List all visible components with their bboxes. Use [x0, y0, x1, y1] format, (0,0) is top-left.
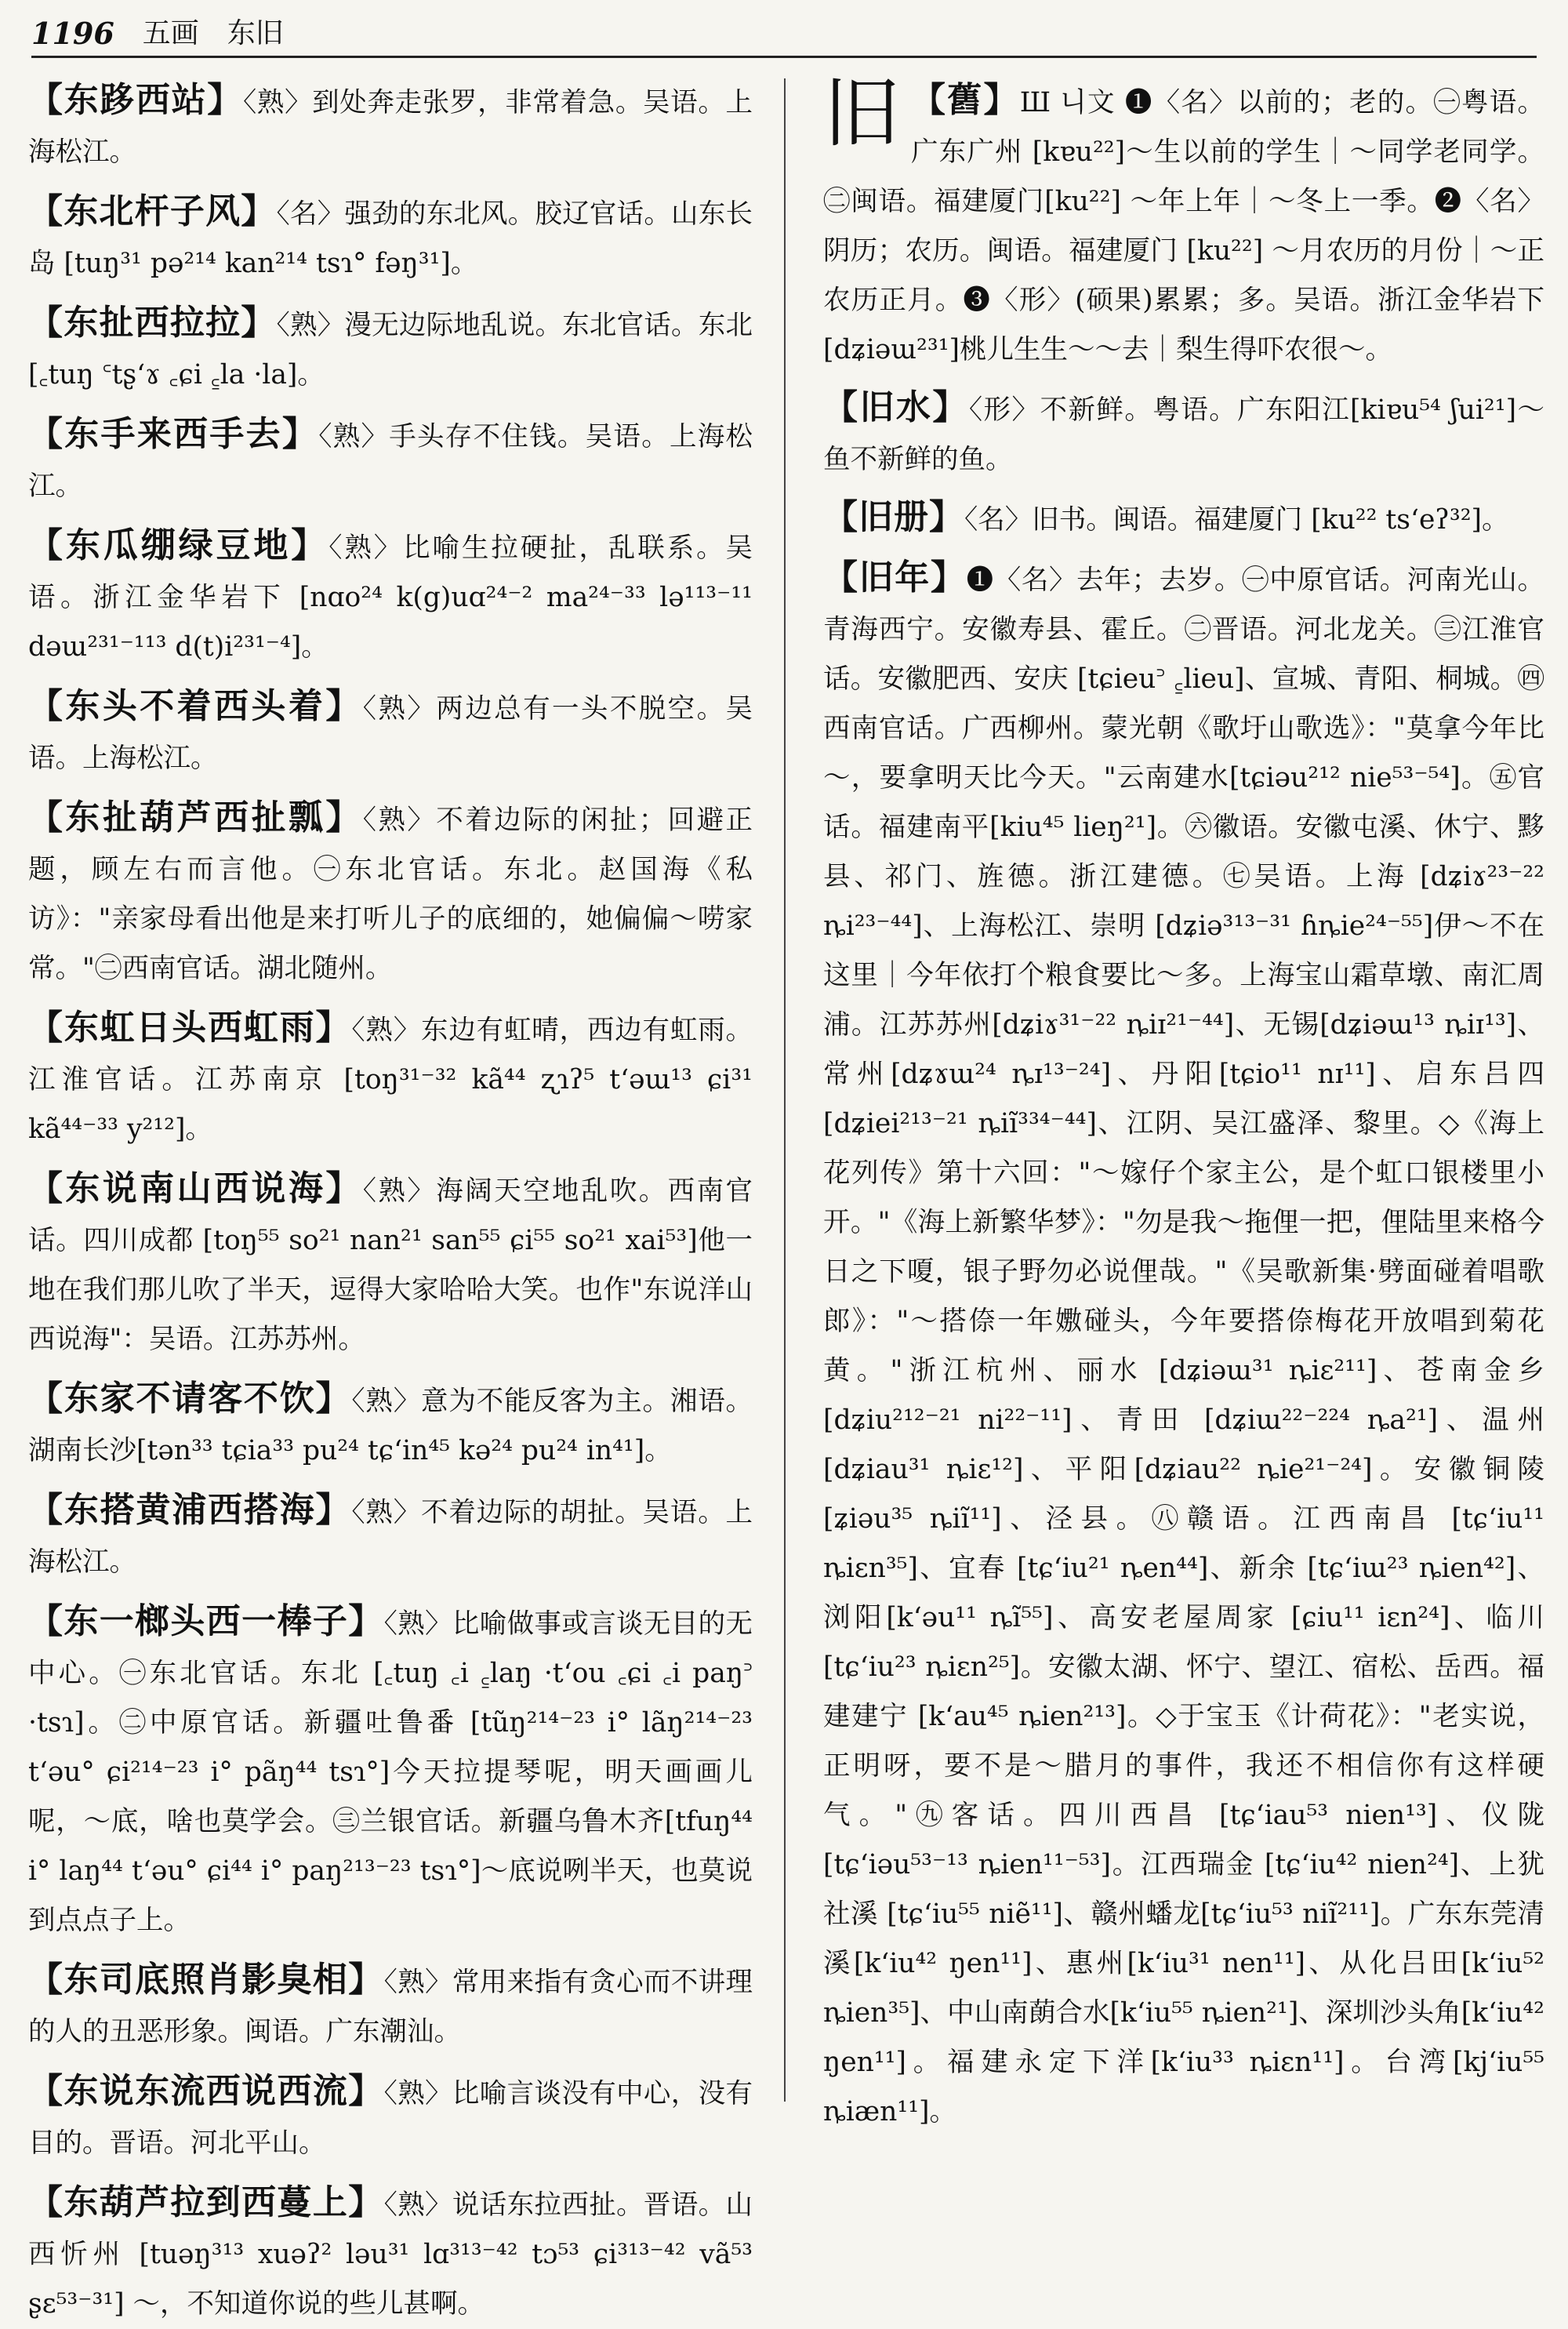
dictionary-entry	[28, 2178, 753, 2329]
dictionary-entry	[28, 1003, 753, 1154]
entry-headword: 【东手来西手去】	[28, 414, 319, 454]
dictionary-entry	[28, 681, 753, 783]
running-head-chars: 东旧	[227, 17, 284, 49]
entry-headword: 【旧年】	[823, 558, 967, 598]
dictionary-entry	[28, 75, 753, 177]
entry-definition: 〈熟〉说话东拉西扯。晋语。山西忻州 [tuəŋ³¹³ xuəʔ² ləu³¹ lɑ³¹³⁻⁴² tɔ⁵³ ɕi³¹³⁻⁴² vã⁵³ ʂɛ⁵³⁻³¹] ～，不知道你说的些儿甚啊。	[28, 2189, 753, 2320]
left-column	[28, 75, 753, 2320]
section-label: 五画	[142, 17, 199, 49]
page-number: 1196	[31, 16, 114, 51]
entry-definition: 〈熟〉到处奔走张罗，非常着急。吴语。上海松江。	[28, 87, 753, 168]
entry-headword: 【东头不着西头着】	[28, 686, 363, 726]
dictionary-entry	[28, 298, 753, 400]
column-divider	[784, 78, 786, 2102]
dictionary-entry	[28, 793, 753, 994]
entry-headword: 【东搭黄浦西搭海】	[28, 1490, 352, 1530]
entry-headword: 【舊】	[911, 80, 1020, 120]
entry-headword: 【东家不请客不饮】	[28, 1379, 352, 1419]
entry-headword: 【旧水】	[823, 387, 969, 427]
dictionary-entry	[28, 2066, 753, 2168]
dictionary-entry	[823, 69, 1544, 375]
entry-headword: 【东说南山西说海】	[28, 1168, 363, 1208]
entry-definition: 〈熟〉意为不能反客为主。湘语。湖南长沙[tən³³ tɕia³³ pu²⁴ tɕʻin⁴⁵ kə²⁴ pu²⁴ in⁴¹]。	[28, 1386, 753, 1466]
entry-headword: 【旧册】	[823, 497, 964, 537]
entry-headword: 【东瓜绷绿豆地】	[28, 525, 329, 565]
entry-headword: 【东葫芦拉到西蔓上】	[28, 2182, 384, 2222]
entry-headword: 【东跢西站】	[28, 80, 243, 120]
entry-definition: 〈形〉不新鲜。粤语。广东阳江[kiɐu⁵⁴ ʃui²¹]～鱼不新鲜的鱼。	[823, 394, 1544, 475]
dictionary-entry	[28, 521, 753, 672]
entry-definition: 〈熟〉比喻做事或言谈无目的无中心。㊀东北官话。东北 [꜀tuŋ ꜀i ꜁laŋ ·tʻou ꜀ɕi ꜀i paŋ꜄ ·tsɿ]。㊁中原官话。新疆吐鲁番 [tũŋ²¹⁴⁻²³ i° lãŋ²¹⁴⁻²³ tʻəu° ɕi²¹⁴⁻²³ i° pãŋ⁴⁴ tsɿ°]今天拉提琴呢，明天画画儿呢，～底，啥也莫学会。㊂兰银官话。新疆乌鲁木齐[tfuŋ⁴⁴ i° laŋ⁴⁴ tʻəu° ɕi⁴⁴ i° paŋ²¹³⁻²³ tsɿ°]～底说咧半天，也莫说到点点子上。	[28, 1608, 753, 1936]
entry-headword: 【东虹日头西虹雨】	[28, 1008, 352, 1048]
entry-definition: 〈熟〉不着边际的闲扯；回避正题，顾左右而言他。㊀东北官话。东北。赵国海《私访》："亲家母看出他是来打听儿子的底细的，她偏偏～唠家常。"㊁西南官话。湖北随州。	[28, 805, 753, 984]
entry-definition: 〈熟〉比喻言谈没有中心，没有目的。晋语。河北平山。	[28, 2078, 753, 2159]
entry-headword: 【东说东流西说西流】	[28, 2071, 384, 2111]
head-character: 旧	[823, 69, 901, 158]
dictionary-entry	[823, 383, 1544, 485]
entry-definition: 〈熟〉海阔天空地乱吹。西南官话。四川成都 [toŋ⁵⁵ so²¹ nan²¹ san⁵⁵ ɕi⁵⁵ so²¹ xai⁵³]他一地在我们那儿吹了半天，逗得大家哈哈大笑。也作"东说洋山西说海"：吴语。江苏苏州。	[28, 1175, 753, 1355]
dictionary-entry	[28, 1164, 753, 1364]
entry-definition: ❶〈名〉去年；去岁。㊀中原官话。河南光山。青海西宁。安徽寿县、霍丘。㊁晋语。河北龙关。㊂江淮官话。安徽肥西、安庆 [tɕieu꜄ ꜁lieu]、宣城、青阳、桐城。㊃西南官话。广西柳州。蒙光朝《歌圩山歌选》："莫拿今年比～，要拿明天比今天。"云南建水[tɕiəu²¹² nie⁵³⁻⁵⁴]。㊄官话。福建南平[kiu⁴⁵ lieŋ²¹]。㊅徽语。安徽屯溪、休宁、黟县、祁门、旌德。浙江建德。㊆吴语。上海 [dʑiɤ²³⁻²² ȵi²³⁻⁴⁴]、上海松江、崇明 [dʑiə³¹³⁻³¹ ɦȵie²⁴⁻⁵⁵]伊～不在这里｜今年依打个粮食要比～多。上海宝山霜草墩、南汇周浦。江苏苏州[dʑiɤ³¹⁻²² ȵiɪ²¹⁻⁴⁴]、无锡[dʑiəɯ¹³ ȵiɪ¹³]、常州[dʑɤɯ²⁴ ȵɪ¹³⁻²⁴]、丹阳[tɕio¹¹ nɪ¹¹]、启东吕四 [dʑiei²¹³⁻²¹ ȵiĩ³³⁴⁻⁴⁴]、江阴、吴江盛泽、黎里。◇《海上花列传》第十六回："～嫁仔个家主公，是个虹口银楼里小开。"《海上新繁华梦》："勿是我～拖俚一把，俚陆里来格今日之下嗄，银子野勿必说俚哉。"《吴歌新集·劈面碰着唱歌郎》："～搭倷一年嫐碰头，今年要搭倷梅花开放唱到菊花黄。"浙江杭州、丽水 [dʑiəɯ³¹ ȵiɛ²¹¹]、苍南金乡 [dʑiu²¹²⁻²¹ ni²²⁻¹¹]、青田 [dʑiɯ²²⁻²²⁴ ȵa²¹]、温州 [dʑiau³¹ ȵiɛ¹²]、平阳[dʑiau²² ȵie²¹⁻²⁴]。安徽铜陵 [ʑiəu³⁵ ȵiĩ¹¹]、泾县。㊇赣语。江西南昌 [tɕʻiu¹¹ ȵiɛn³⁵]、宜春 [tɕʻiu²¹ ȵen⁴⁴]、新余 [tɕʻiɯ²³ ȵien⁴²]、浏阳[kʻəu¹¹ ȵĩ⁵⁵]、高安老屋周家 [ɕiu¹¹ iɛn²⁴]、临川[tɕʻiu²³ ȵiɛn²⁵]。安徽太湖、怀宁、望江、宿松、岳西。福建建宁 [kʻau⁴⁵ ȵien²¹³]。◇于宝玉《计荷花》："老实说，正明呀，要不是～腊月的事件，我还不相信你有这样硬气。"㊈客话。四川西昌 [tɕʻiau⁵³ nien¹³]、仪陇 [tɕʻiəu⁵³⁻¹³ ȵien¹¹⁻⁵³]。江西瑞金 [tɕʻiu⁴² nien²⁴]、上犹社溪 [tɕʻiu⁵⁵ niẽ¹¹]、赣州蟠龙[tɕʻiu⁵³ niĩ²¹¹]。广东东莞清溪[kʻiu⁴² ŋen¹¹]、惠州[kʻiu³¹ nen¹¹]、从化吕田[kʻiu⁵² ȵien³⁵]、中山南蓢合水[kʻiu⁵⁵ ȵien²¹]、深圳沙头角[kʻiu⁴² ŋen¹¹]。福建永定下洋[kʻiu³³ ȵiɛn¹¹]。台湾[kjʻiu⁵⁵ ȵiæn¹¹]。	[823, 565, 1545, 2127]
entry-definition: 〈熟〉比喻生拉硬扯，乱联系。吴语。浙江金华岩下 [nɑo²⁴ k(g)uɑ²⁴⁻² ma²⁴⁻³³ lə¹¹³⁻¹¹ dəɯ²³¹⁻¹¹³ d(t)i²³¹⁻⁴]。	[28, 532, 753, 663]
dictionary-entry	[823, 492, 1544, 545]
entry-definition: 〈熟〉两边总有一头不脱空。吴语。上海松江。	[28, 693, 753, 774]
dictionary-entry	[28, 1955, 753, 2057]
right-column	[823, 69, 1545, 2127]
entry-headword: 【东司底照肖影臭相】	[28, 1960, 384, 2000]
dictionary-entry	[28, 1597, 753, 1946]
dictionary-entry	[823, 553, 1544, 2137]
page-header	[31, 14, 1537, 58]
entry-definition: 〈名〉旧书。闽语。福建厦门 [ku²² tsʻeʔ³²]。	[964, 504, 1509, 536]
entry-headword: 【东扯葫芦西扯瓢】	[28, 798, 363, 837]
dictionary-entry	[28, 187, 753, 289]
entry-headword: 【东北杆子风】	[28, 191, 277, 231]
entry-headword: 【东一榔头西一棒子】	[28, 1601, 384, 1641]
entry-definition: Ш 니文 ❶〈名〉以前的；老的。㊀粤语。广东广州 [kɐu²²]～生以前的学生｜～同学老同学。㊁闽语。福建厦门[ku²²] ～年上年｜～冬上一季。❷〈名〉阴历；农历。闽语。福建厦门 [ku²²] ～月农历的月份｜～正农历正月。❸〈形〉(硕果)累累；多。吴语。浙江金华岩下 [dʑiəɯ²³¹]桃儿生生～～去｜梨生得吓农很～。	[823, 87, 1544, 365]
dictionary-entry	[28, 1485, 753, 1587]
entry-headword: 【东扯西拉拉】	[28, 303, 277, 343]
entry-definition: 〈熟〉东边有虹晴，西边有虹雨。江淮官话。江苏南京 [toŋ³¹⁻³² kã⁴⁴ ʐɿʔ⁵ tʻəɯ¹³ ɕi³¹ kã⁴⁴⁻³³ y²¹²]。	[28, 1015, 753, 1145]
entry-definition: 〈熟〉漫无边际地乱说。东北官话。东北 [꜀tuŋ ꜂tʂʻɤ ꜀ɕi ꜁la ·la]。	[28, 310, 753, 391]
entry-definition: 〈熟〉常用来指有贪心而不讲理的人的丑恶形象。闽语。广东潮汕。	[28, 1967, 753, 2047]
entry-definition: 〈名〉强劲的东北风。胶辽官话。山东长岛 [tuŋ³¹ pə²¹⁴ kan²¹⁴ tsɿ° fəŋ³¹]。	[28, 198, 753, 279]
dictionary-entry	[28, 1374, 753, 1476]
dictionary-entry	[28, 409, 753, 511]
entry-definition: 〈熟〉手头存不住钱。吴语。上海松江。	[28, 421, 753, 502]
entry-definition: 〈熟〉不着边际的胡扯。吴语。上海松江。	[28, 1497, 753, 1578]
